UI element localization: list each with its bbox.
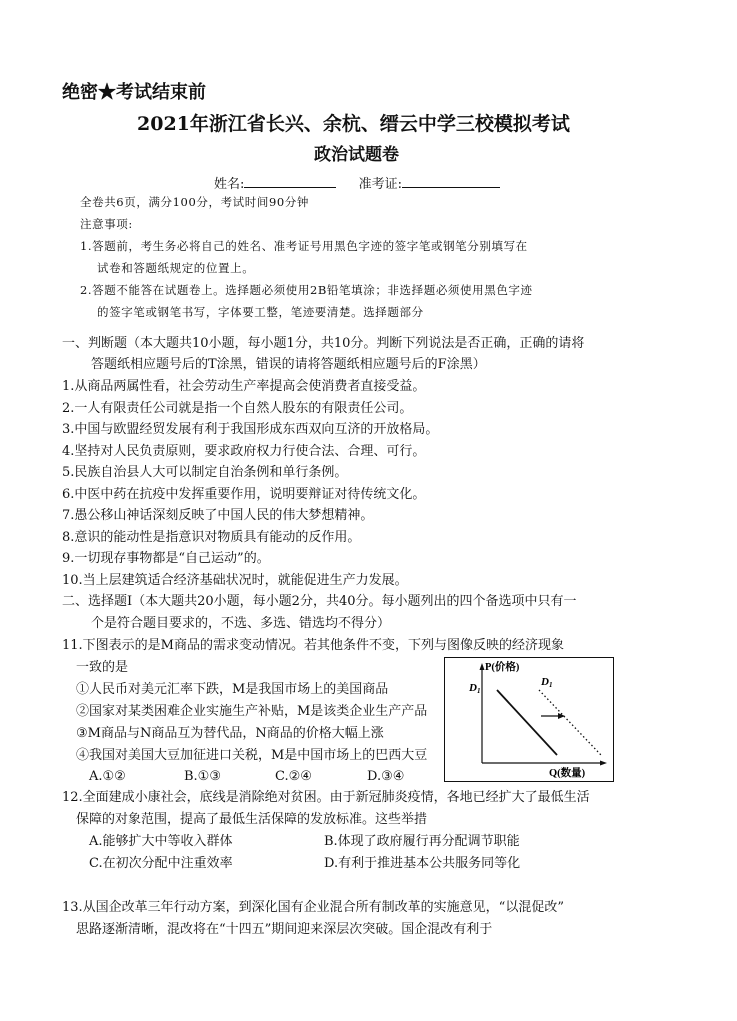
demand-graph-svg — [445, 658, 613, 781]
judge-item: 2.一人有限责任公司就是指一个自然人股东的有限责任公司。 — [62, 401, 413, 416]
judge-item: 5.民族自治县人大可以制定自治条例和单行条例。 — [62, 465, 348, 480]
judge-item: 8.意识的能动性是指意识对物质具有能动的反作用。 — [62, 530, 361, 545]
q11-option-4: ④我国对美国大豆加征进口关税，M是中国市场上的巴西大豆 — [76, 748, 428, 763]
x-axis-arrow — [600, 761, 607, 766]
note-1a: 1.答题前，考生务必将自己的姓名、准考证号用黑色字迹的签字笔或钢笔分别填写在 — [80, 239, 528, 253]
d2-label: D1 — [541, 676, 553, 689]
judge-item: 4.坚持对人民负责原则，要求政府权力行使合法、合理、可行。 — [62, 444, 426, 459]
y-axis-arrow — [480, 663, 485, 670]
q11-option-2: ②国家对某类困难企业实施生产补贴，M是该类企业生产产品 — [76, 704, 428, 719]
judge-item: 6.中医中药在抗疫中发挥重要作用，说明要辩证对待传统文化。 — [62, 487, 426, 502]
y-axis-label: P(价格) — [485, 662, 520, 673]
section1-heading-b: 答题纸相应题号后的T涂黑，错误的请将答题纸相应题号后的F涂黑） — [91, 357, 486, 372]
demand-graph — [444, 657, 614, 782]
note-2b: 的签字笔或钢笔书写，字体要工整，笔迹要清楚。选择题部分 — [97, 305, 424, 319]
q11-stem-b: 一致的是 — [76, 660, 129, 675]
note-1b: 试卷和答题纸规定的位置上。 — [97, 261, 255, 275]
q13-stem-b: 思路逐渐清晰，混改将在“十四五”期间迎来深层次突破。国企混改有利于 — [76, 922, 493, 937]
name-label: 姓名: — [214, 177, 245, 192]
judge-item: 10.当上层建筑适合经济基础状况时，就能促进生产力发展。 — [62, 573, 408, 588]
d1-label: D1 — [469, 682, 481, 695]
note-2a: 2.答题不能答在试题卷上。选择题必须使用2B铅笔填涂；非选择题必须使用黑色字迹 — [80, 283, 533, 297]
q12-stem-a: 12.全面建成小康社会，底线是消除绝对贫困。由于新冠肺炎疫情，各地已经扩大了最低生活 — [62, 790, 590, 805]
exam-subtitle: 政治试题卷 — [314, 145, 399, 165]
note-total: 全卷共6页，满分100分，考试时间90分钟 — [80, 195, 309, 209]
candidate-info — [214, 175, 500, 191]
note-heading: 注意事项: — [80, 217, 133, 231]
section2-heading-a: 二、选择题Ⅰ（本大题共20小题，每小题2分，共40分。每小题列出的四个备选项中只有一 — [62, 594, 577, 609]
section1-heading-a: 一、判断题（本大题共10小题，每小题1分，共10分。判断下列说法是否正确，正确的请将 — [62, 336, 585, 351]
q11-option-1: ①人民币对美元汇率下跌，M是我国市场上的美国商品 — [76, 682, 389, 697]
q11-option-3: ③M商品与N商品互为替代品，N商品的价格大幅上涨 — [76, 726, 384, 741]
exam-title: 2021年浙江省长兴、余杭、缙云中学三校模拟考试 — [137, 113, 570, 135]
q12-choice-d: D.有利于推进基本公共服务同等化 — [324, 856, 521, 871]
q13-stem-a: 13.从国企改革三年行动方案，到深化国有企业混合所有制改革的实施意见，“以混促改” — [62, 900, 564, 915]
q12-choice-a: A.能够扩大中等收入群体 — [89, 834, 233, 849]
x-axis-label: Q(数量) — [549, 768, 586, 779]
id-field[interactable] — [402, 175, 500, 188]
q12-stem-b: 保障的对象范围，提高了最低生活保障的发放标准。这些举措 — [76, 812, 428, 827]
judge-item: 1.从商品两属性看，社会劳动生产率提高会使消费者直接受益。 — [62, 379, 426, 394]
judge-item: 9.一切现存事物都是“自己运动”的。 — [62, 551, 270, 566]
q11-choice-c: C.②④ — [275, 769, 312, 784]
q11-stem-a: 11.下图表示的是M商品的需求变动情况。若其他条件不变，下列与图像反映的经济现象 — [62, 638, 564, 653]
secret-label: 绝密★考试结束前 — [62, 82, 206, 103]
judge-item: 7.愚公移山神话深刻反映了中国人民的伟大梦想精神。 — [62, 508, 374, 523]
q12-choice-c: C.在初次分配中注重效率 — [89, 856, 233, 871]
section2-heading-b: 个是符合题目要求的，不选、多选、错选均不得分） — [91, 616, 391, 631]
q12-choice-b: B.体现了政府履行再分配调节职能 — [324, 834, 520, 849]
name-field[interactable] — [244, 175, 336, 188]
q11-choice-a: A.①② — [89, 769, 126, 784]
q11-choice-b: B.①③ — [184, 769, 221, 784]
judge-item: 3.中国与欧盟经贸发展有利于我国形成东西双向互济的开放格局。 — [62, 422, 439, 437]
q11-choice-d: D.③④ — [367, 769, 405, 784]
id-label: 准考证: — [358, 177, 403, 192]
